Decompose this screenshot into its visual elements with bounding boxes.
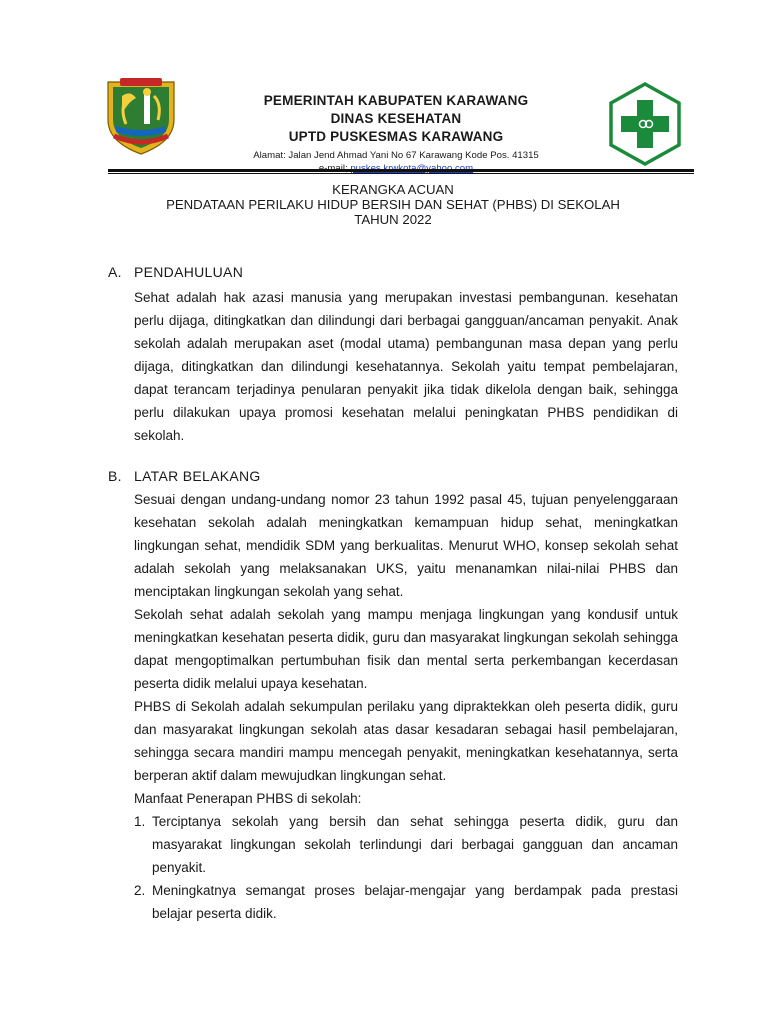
- list-text: Terciptanya sekolah yang bersih dan sehat sehingga peserta didik, guru dan masyarakat lingkungan sekolah terlindungi dari berbagai gangguan dan ancaman penyakit.: [152, 814, 678, 875]
- benefits-list: [134, 810, 678, 925]
- section-title: PENDAHULUAN: [134, 264, 244, 280]
- section-b-body: [134, 488, 678, 925]
- section-a-heading: [108, 264, 243, 280]
- title-line-1: KERANGKA ACUAN: [332, 182, 454, 197]
- email-link[interactable]: puskes.krwkota@yahoo.com: [350, 163, 474, 174]
- list-item: [134, 879, 678, 925]
- letterhead: [100, 76, 695, 172]
- paragraph: Sekolah sehat adalah sekolah yang mampu menjaga lingkungan yang kondusif untuk meningkatkan kesehatan peserta didik, guru dan masyarakat lingkungan sekolah sehingga dapat mengoptimalkan pertumbuhan fisik dan mental serta perkembangan kecerdasan peserta didik melalui upaya kesehatan.: [134, 607, 678, 691]
- title-line-2: PENDATAAN PERILAKU HIDUP BERSIH DAN SEHAT (PHBS) DI SEKOLAH: [166, 197, 620, 212]
- header-divider: [108, 169, 694, 174]
- org-address: Alamat: Jalan Jend Ahmad Yani No 67 Karawang Kode Pos. 41315: [253, 150, 539, 161]
- org-line-3: UPTD PUSKESMAS KARAWANG: [288, 129, 504, 144]
- list-text: Meningkatnya semangat proses belajar-mengajar yang berdampak pada prestasi belajar peserta didik.: [152, 883, 678, 921]
- email-label: e-mail;: [318, 163, 351, 174]
- document-title: [100, 182, 686, 227]
- paragraph: Sehat adalah hak azasi manusia yang merupakan investasi pembangunan. kesehatan perlu dijaga, ditingkatkan dan dilindungi dari berbagai gangguan/ancaman penyakit. Anak sekolah adalah merupakan aset (modal utama) pembangunan masa depan yang perlu dijaga, ditingkatkan dan dilindungi kesehatannya. Sekolah yaitu tempat pembelajaran, dapat terancam terjadinya penularan penyakit jika tidak dikelola dengan baik, sehingga perlu dilakukan upaya promosi kesehatan melalui peningkatan PHBS pendidikan di sekolah.: [134, 290, 678, 443]
- paragraph: Sesuai dengan undang-undang nomor 23 tahun 1992 pasal 45, tujuan penyelenggaraan kesehatan sekolah adalah meningkatkan kemampuan hidup sehat, meningkatkan lingkungan sehat, mendidik SDM yang berkualitas. Menurut WHO, konsep sekolah sehat adalah sekolah yang melaksanakan UKS, yaitu menanamkan nilai-nilai PHBS dan menciptakan lingkungan sekolah yang sehat.: [134, 492, 678, 599]
- paragraph: Manfaat Penerapan PHBS di sekolah:: [134, 791, 362, 806]
- section-letter: B.: [108, 468, 122, 484]
- section-a-body: [134, 286, 678, 447]
- puskesmas-logo-icon: [607, 82, 683, 166]
- org-line-2: DINAS KESEHATAN: [330, 111, 462, 126]
- list-number: 1.: [134, 814, 146, 829]
- paragraph: PHBS di Sekolah adalah sekumpulan perilaku yang dipraktekkan oleh peserta didik, guru dan masyarakat lingkungan sekolah atas dasar kesadaran sebagai hasil pembelajaran, sehingga secara mandiri mampu mencegah penyakit, meningkatkan kesehatannya, serta berperan aktif dalam mewujudkan lingkungan sehat.: [134, 699, 678, 783]
- section-title: LATAR BELAKANG: [134, 468, 261, 484]
- org-line-1: PEMERINTAH KABUPATEN KARAWANG: [263, 93, 529, 108]
- section-b-heading: [108, 468, 261, 484]
- list-item: [134, 810, 678, 879]
- title-line-3: TAHUN 2022: [354, 212, 432, 227]
- section-letter: A.: [108, 264, 122, 280]
- karawang-regency-crest-icon: [100, 76, 182, 156]
- list-number: 2.: [134, 883, 146, 898]
